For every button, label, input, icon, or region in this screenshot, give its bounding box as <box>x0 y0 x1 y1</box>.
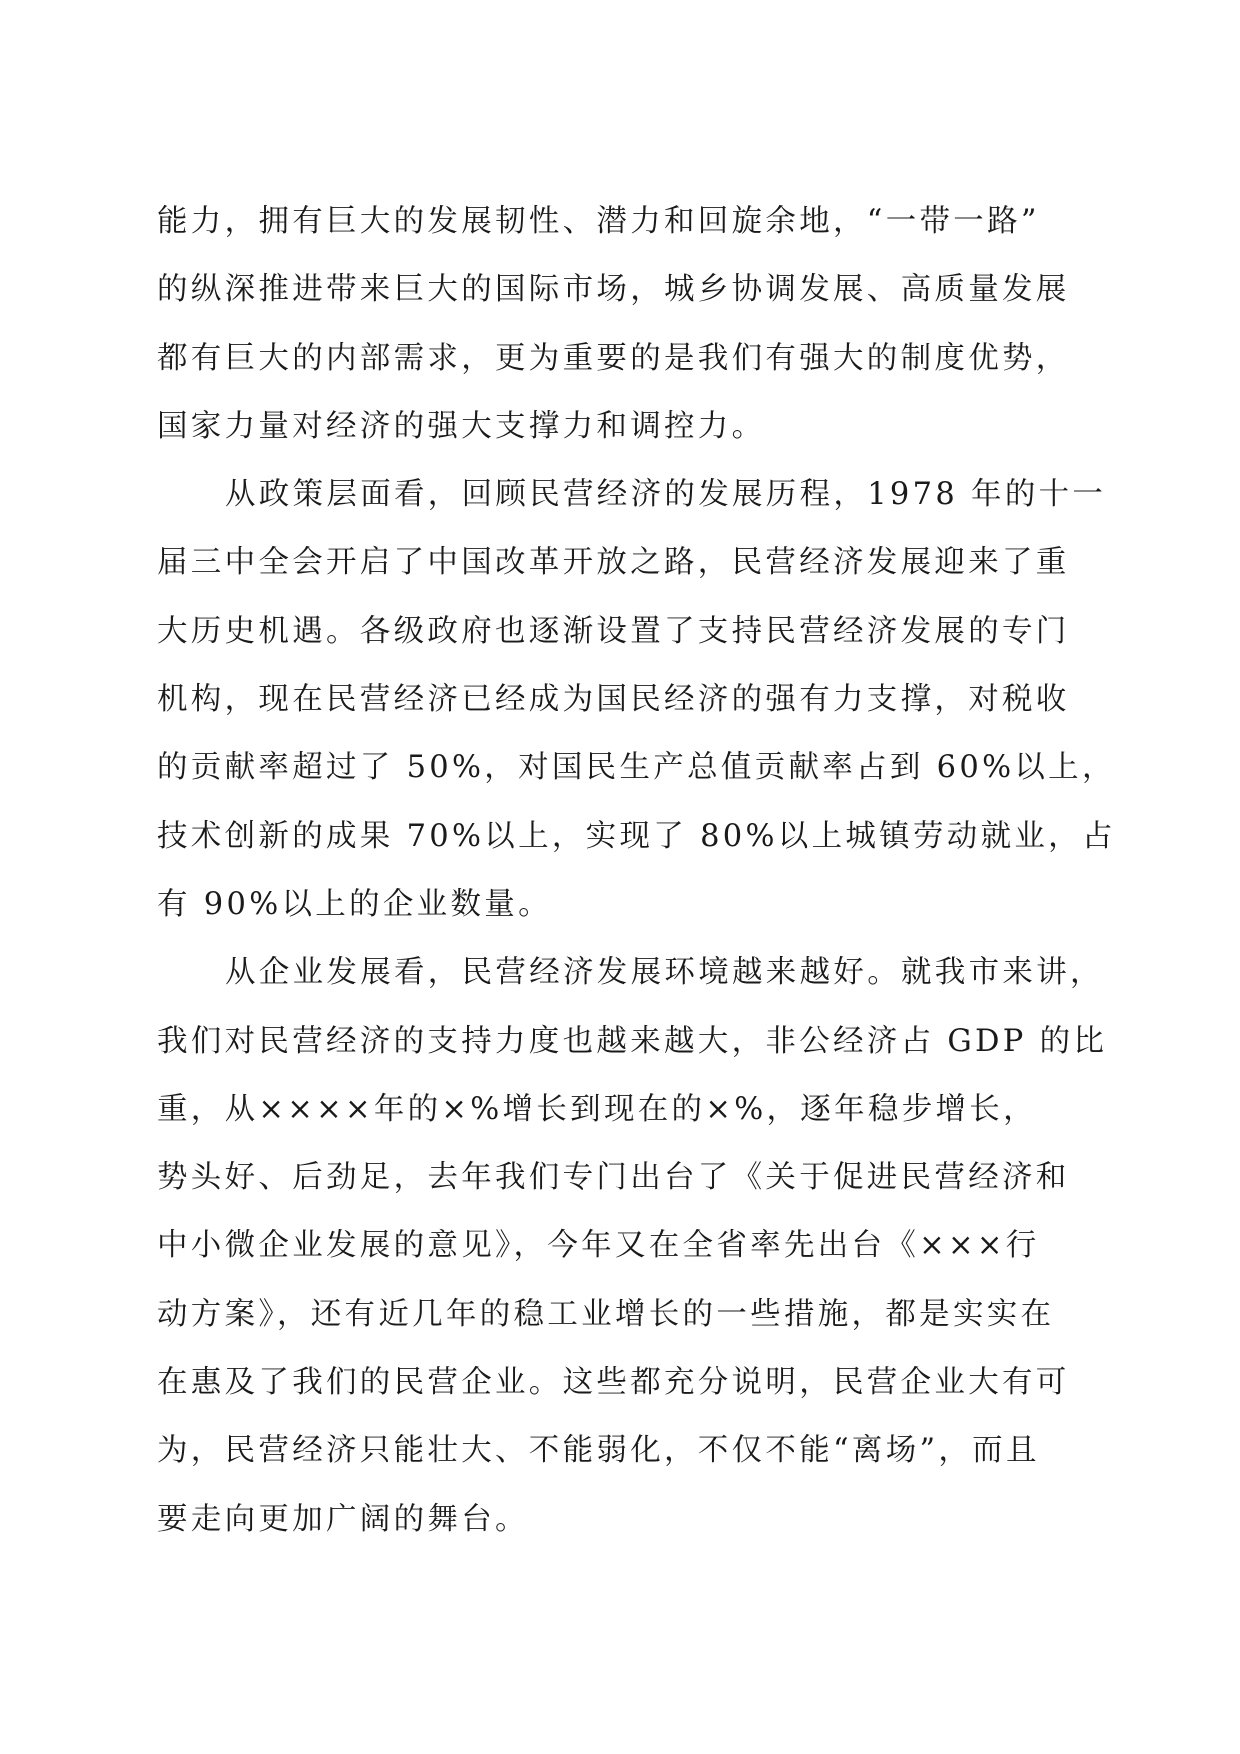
text-line: 要走向更加广阔的舞台。 <box>157 1501 529 1537</box>
text-line: 有 90%以上的企业数量。 <box>157 886 552 922</box>
text-line: 届三中全会开启了中国改革开放之路，民营经济发展迎来了重 <box>157 545 1070 581</box>
text-line: 机构，现在民营经济已经成为国民经济的强有力支撑，对税收 <box>157 682 1070 718</box>
text-line: 的贡献率超过了 50%，对国民生产总值贡献率占到 60%以上， <box>157 750 1116 786</box>
text-line: 能力，拥有巨大的发展韧性、潜力和回旋余地，“一带一路” <box>157 204 1040 239</box>
text-line: 中小微企业发展的意见》，今年又在全省率先出台《×××行 <box>157 1228 1040 1264</box>
text-line: 动方案》，还有近几年的稳工业增长的一些措施，都是实实在 <box>157 1296 1055 1332</box>
text-line: 国家力量对经济的强大支撑力和调控力。 <box>157 408 766 444</box>
body-text <box>157 188 1116 1554</box>
text-line: 大历史机遇。各级政府也逐渐设置了支持民营经济发展的专门 <box>157 613 1070 649</box>
text-line: 在惠及了我们的民营企业。这些都充分说明，民营企业大有可 <box>157 1365 1070 1401</box>
text-line: 重，从××××年的×%增长到现在的×%，逐年稳步增长， <box>157 1091 1037 1127</box>
text-line: 为，民营经济只能壮大、不能弱化，不仅不能“离场”，而且 <box>157 1433 1040 1469</box>
text-line: 技术创新的成果 70%以上，实现了 80%以上城镇劳动就业，占 <box>157 818 1116 854</box>
text-line: 的纵深推进带来巨大的国际市场，城乡协调发展、高质量发展 <box>157 272 1070 308</box>
text-line: 都有巨大的内部需求，更为重要的是我们有强大的制度优势， <box>157 340 1070 376</box>
text-line: 从企业发展看，民营经济发展环境越来越好。就我市来讲， <box>225 955 1104 991</box>
text-line: 势头好、后劲足，去年我们专门出台了《关于促进民营经济和 <box>157 1160 1070 1196</box>
text-line: 从政策层面看，回顾民营经济的发展历程，1978 年的十一 <box>225 477 1107 513</box>
text-line: 我们对民营经济的支持力度也越来越大，非公经济占 GDP 的比 <box>157 1023 1108 1059</box>
